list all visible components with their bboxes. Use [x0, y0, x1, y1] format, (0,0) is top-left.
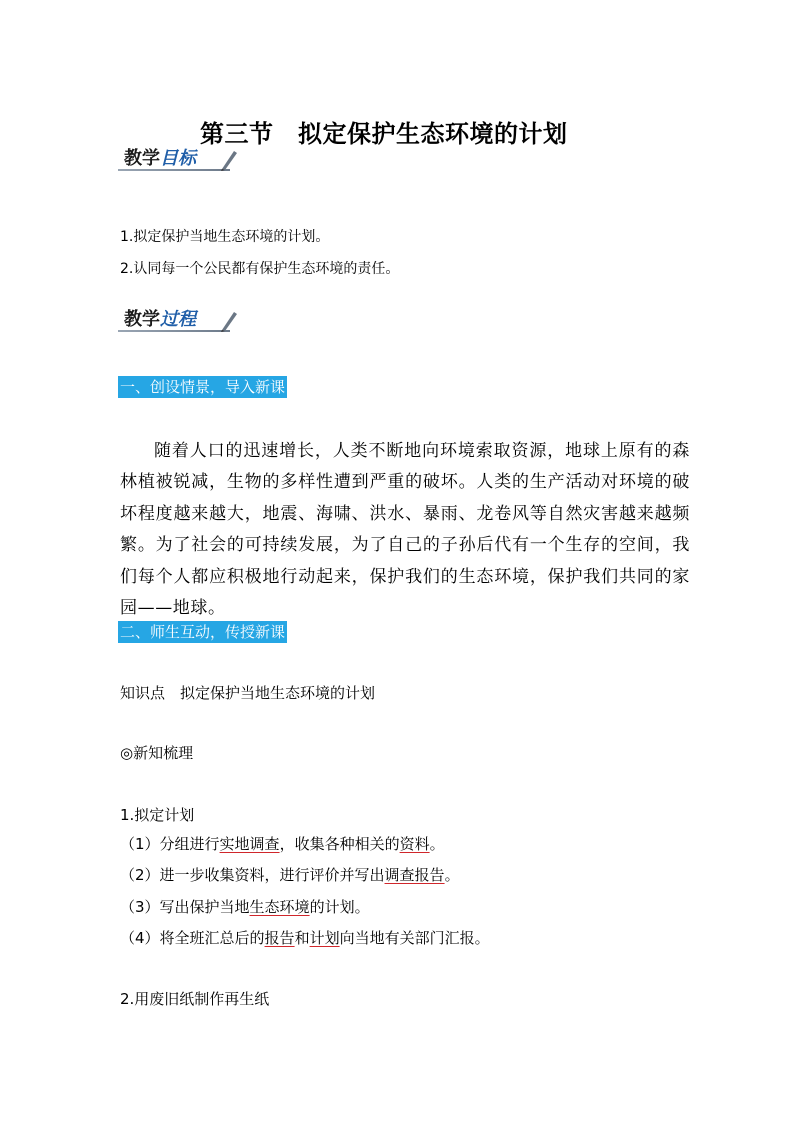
underlined-term: 计划 — [309, 929, 340, 947]
badge-label-2: 目标 — [160, 148, 196, 169]
plan-heading: 1.拟定计划 — [120, 806, 195, 824]
intro-paragraph: 随着人口的迅速增长，人类不断地向环境索取资源，地球上原有的森林植被锐减，生物的多样性遭到严重的破坏。人类的生产活动对环境的破坏程度越来越大，地震、海啸、洪水、暴雨、龙卷风等自然灾害越来越频繁。为了社会的可持续发展，为了自己的子孙后代有一个生存的空间，我们每个人都应积极地行动起来，保护我们的生态环境，保护我们共同的家园——地球。 — [120, 441, 690, 619]
section-heading-intro: 一、创设情景，导入新课 — [120, 378, 286, 396]
underlined-term: 资料 — [399, 835, 430, 853]
underlined-term: 调查报告 — [384, 866, 445, 884]
new-knowledge-label: ◎新知梳理 — [120, 744, 194, 762]
badge-underline — [118, 169, 230, 171]
teaching-objectives-badge — [118, 142, 238, 176]
plan-step-4: （4）将全班汇总后的报告和计划向当地有关部门汇报。 — [120, 929, 490, 947]
plan-step-1: （1）分组进行实地调查，收集各种相关的资料。 — [120, 835, 445, 853]
objective-1: 1.拟定保护当地生态环境的计划。 — [120, 229, 330, 245]
underlined-term: 报告 — [264, 929, 295, 947]
plan-step-3: （3）写出保护当地生态环境的计划。 — [120, 898, 370, 916]
page-title: 第三节 拟定保护生态环境的计划 — [200, 119, 568, 148]
underlined-term: 实地调查 — [219, 835, 280, 853]
teaching-process-badge — [118, 303, 238, 337]
knowledge-point: 知识点 拟定保护当地生态环境的计划 — [120, 684, 376, 702]
pen-icon — [218, 309, 240, 333]
badge-label-1: 教学 — [124, 148, 160, 169]
pen-icon — [218, 148, 240, 172]
badge-label-2: 过程 — [160, 309, 196, 330]
underlined-term: 生态环境 — [249, 898, 310, 916]
section-heading-teach: 二、师生互动，传授新课 — [120, 623, 286, 641]
objective-2: 2.认同每一个公民都有保护生态环境的责任。 — [120, 261, 400, 277]
plan-step-2: （2）进一步收集资料，进行评价并写出调查报告。 — [120, 866, 460, 884]
recycle-heading: 2.用废旧纸制作再生纸 — [120, 990, 270, 1008]
badge-underline — [118, 330, 230, 332]
badge-label-1: 教学 — [124, 309, 160, 330]
